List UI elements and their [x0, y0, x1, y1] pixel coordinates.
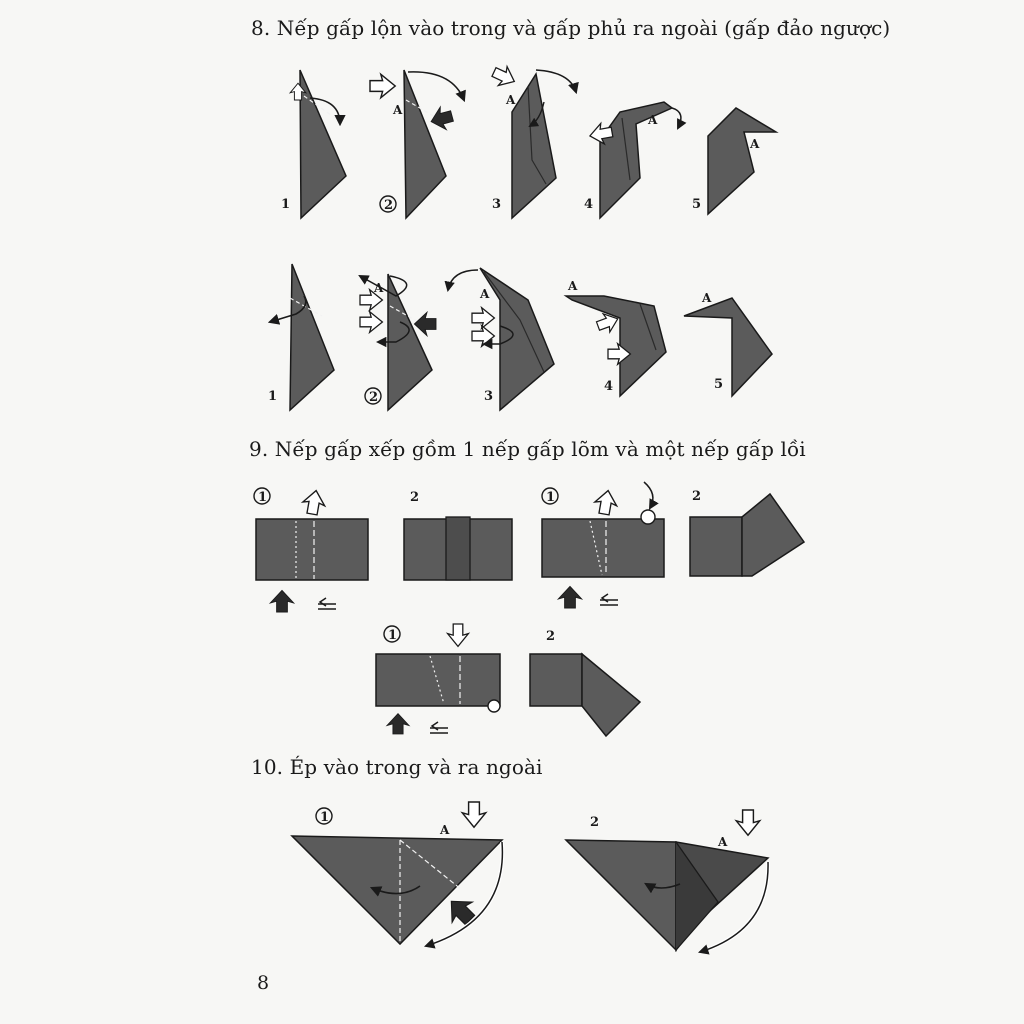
step-label: 1 [281, 197, 291, 212]
point-a-label: A [440, 823, 450, 837]
step-label: 1 [546, 490, 556, 505]
s9-pair2-step2 [690, 489, 804, 576]
s8-row2-step2 [360, 274, 436, 410]
step-label: 2 [369, 390, 379, 405]
s9-pair2-step1 [542, 482, 664, 608]
step-label: 2 [692, 489, 702, 504]
s8-row1-step4 [584, 102, 681, 218]
point-a-label: A [718, 835, 728, 849]
step-label: 2 [410, 490, 420, 505]
step-label: 4 [584, 197, 594, 212]
step-label: 1 [320, 810, 330, 825]
s8-row2-step5 [684, 291, 772, 396]
step-label: 2 [590, 815, 600, 830]
s9-pair3-step1 [376, 624, 500, 734]
s9-pair3-step2 [530, 629, 640, 736]
s8-row2-step3 [448, 268, 554, 410]
step-label: 2 [546, 629, 556, 644]
s8-row2-step1 [268, 264, 334, 410]
step-label: 1 [258, 490, 268, 505]
section-10-title: 10. Ép vào trong và ra ngoài [251, 755, 543, 779]
section-9-title: 9. Nếp gấp xếp gồm 1 nếp gấp lõm và một nếp gấp lồi [249, 437, 806, 461]
step-label: 1 [388, 628, 398, 643]
s10-step2 [566, 810, 768, 952]
s8-row2-step4 [566, 279, 666, 396]
step-label: 3 [492, 197, 502, 212]
s10-step1 [292, 802, 502, 946]
step-label: 5 [714, 377, 724, 392]
point-a-label: A [750, 137, 760, 151]
point-a-label: A [506, 93, 516, 107]
point-a-label: A [480, 287, 490, 301]
step-label: 1 [268, 389, 278, 404]
s8-row1-step1 [281, 70, 346, 218]
s8-row1-step3 [490, 63, 576, 218]
s8-row1-step5 [692, 108, 776, 214]
s9-pair1-step1 [254, 488, 368, 612]
point-a-label: A [648, 113, 658, 127]
s9-pair1-step2 [404, 490, 512, 580]
page-number: 8 [257, 972, 270, 994]
step-label: 5 [692, 197, 702, 212]
section-8-title: 8. Nếp gấp lộn vào trong và gấp phủ ra ngoài (gấp đảo ngược) [251, 16, 891, 40]
step-label: 2 [384, 198, 394, 213]
point-a-label: A [568, 279, 578, 293]
step-label: 4 [604, 379, 614, 394]
point-a-label: A [374, 281, 384, 295]
point-a-label: A [393, 103, 403, 117]
step-label: 3 [484, 389, 494, 404]
point-a-label: A [702, 291, 712, 305]
s8-row1-step2 [370, 70, 464, 218]
